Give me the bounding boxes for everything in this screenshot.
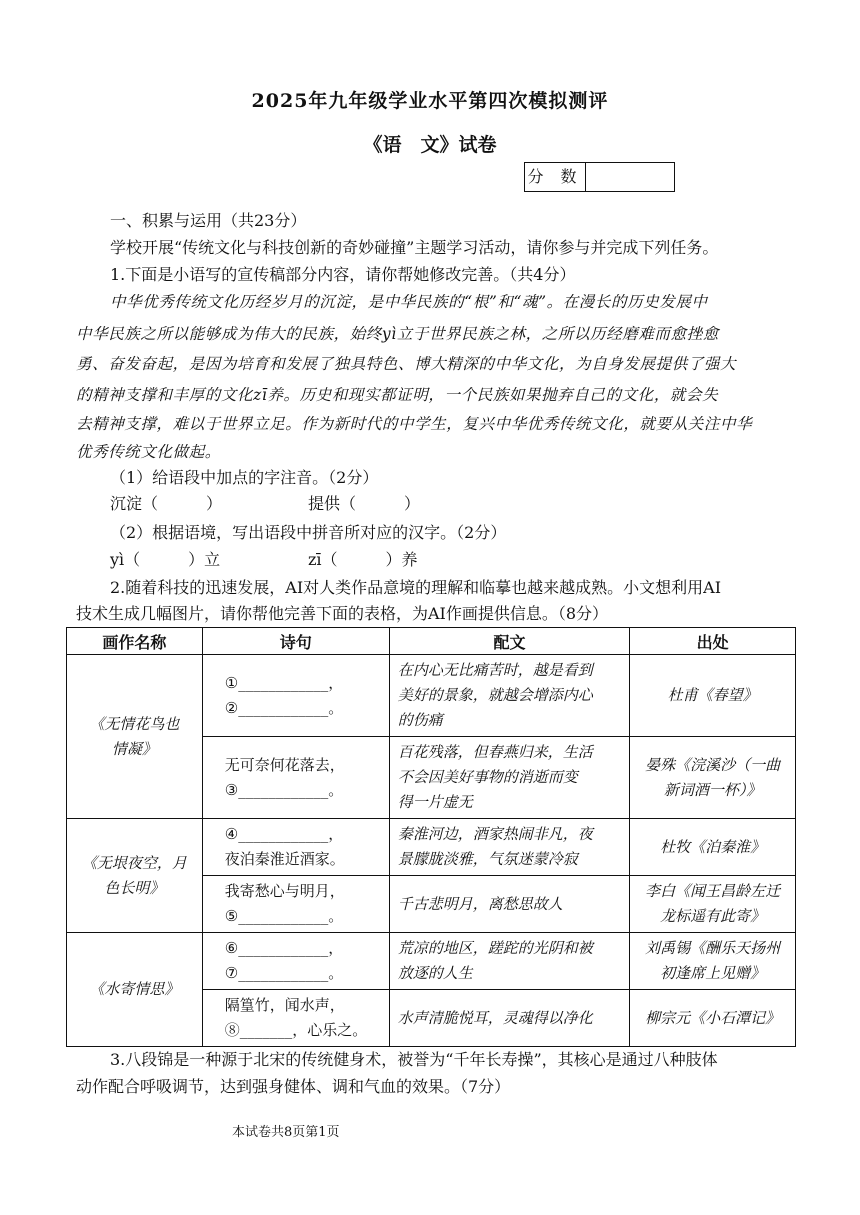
score-input-area[interactable]	[586, 163, 674, 191]
question-3-line1: 3.八段锦是一种源于北宋的传统健身术，被誉为“千年长寿操”，其核心是通过八种肢体	[110, 1050, 718, 1069]
page-footer: 本试卷共8页第1页	[232, 1125, 340, 1140]
caption-line: 秦淮河边，酒家热闹非凡，夜	[397, 825, 593, 843]
source-cell	[630, 737, 796, 819]
section-intro: 学校开展“传统文化与科技创新的奇妙碰撞”主题学习活动，请你参与并完成下列任务。	[110, 238, 719, 257]
caption-line: 美好的景象，就越会增添内心	[397, 686, 593, 704]
caption-line: 得一片虚无	[397, 793, 473, 811]
painting-name-cell	[67, 655, 203, 819]
passage-line: 中华优秀传统文化历经岁月的沉淀，是中华民族的“根”和“魂”。在漫长的历史发展中	[110, 293, 708, 311]
poem-line: 我寄愁心与明月，	[224, 882, 345, 900]
source-line: 杜牧《泊秦淮》	[660, 837, 766, 856]
poem-cell[interactable]	[202, 737, 389, 819]
caption-line: 千古悲明月，离愁思故人	[397, 894, 563, 913]
table-row	[67, 819, 796, 876]
caption-cell	[389, 933, 630, 990]
painting-name-line: 色长明》	[104, 878, 165, 897]
answer-blank-chendian[interactable]: 沉淀（ ）	[110, 494, 223, 513]
poem-line: ⑦____________。	[224, 964, 344, 982]
answer-blank-tigong[interactable]: 提供（ ）	[308, 494, 421, 513]
poem-line: 无可奈何花落去，	[224, 755, 345, 774]
passage-line: 的精神支撑和丰厚的文化zī养。历史和现实都证明，一个民族如果抛弃自己的文化，就会失	[76, 386, 719, 404]
poem-line: ⑤____________。	[224, 907, 344, 925]
poem-line: ③____________。	[224, 780, 344, 799]
section-heading: 一、积累与运用（共23分）	[110, 211, 307, 230]
score-label: 分 数	[525, 163, 586, 191]
source-line: 杜甫《春望》	[667, 686, 758, 704]
painting-name-cell	[67, 819, 203, 933]
caption-line: 水声清脆悦耳，灵魂得以净化	[397, 1008, 593, 1027]
question-1-1: （1）给语段中加点的字注音。（2分）	[110, 468, 379, 487]
exam-subtitle: 《语 文》试卷	[363, 134, 497, 156]
source-cell	[630, 933, 796, 990]
poem-line: ⑥____________，	[224, 939, 344, 957]
passage-line: 去精神支撑，难以于世界立足。作为新时代的中学生，复兴中华优秀传统文化，就要从关注中华	[76, 415, 753, 433]
passage-line: 优秀传统文化做起。	[76, 443, 221, 461]
source-cell	[630, 876, 796, 933]
question-3-line2: 动作配合呼吸调节，达到强身健体、调和气血的效果。（7分）	[76, 1077, 511, 1096]
poem-cell[interactable]	[202, 933, 389, 990]
caption-cell	[389, 876, 630, 933]
caption-cell	[389, 655, 630, 737]
source-cell	[630, 990, 796, 1047]
header-poem: 诗句	[202, 628, 389, 655]
poem-line: 隔篁竹，闻水声，	[224, 996, 345, 1014]
caption-line: 荒凉的地区，蹉跎的光阴和被	[397, 939, 593, 957]
question-2-line2: 技术生成几幅图片，请你帮他完善下面的表格，为AI作画提供信息。（8分）	[76, 604, 609, 623]
exam-title: 2025年九年级学业水平第四次模拟测评	[251, 90, 609, 112]
source-cell	[630, 819, 796, 876]
source-cell	[630, 655, 796, 737]
poem-line: ④____________，	[224, 825, 344, 843]
painting-name-line: 《无垠夜空，月	[81, 853, 187, 872]
caption-cell	[389, 990, 630, 1047]
question-2-line1: 2.随着科技的迅速发展，AI对人类作品意境的理解和临摹也越来越成熟。小文想利用AI	[110, 578, 722, 597]
poem-cell[interactable]	[202, 990, 389, 1047]
score-box	[524, 162, 675, 192]
painting-name-cell	[67, 933, 203, 1047]
source-line: 刘禹锡《酬乐天扬州	[645, 939, 781, 957]
poem-cell[interactable]	[202, 655, 389, 737]
table-row	[67, 933, 796, 990]
table-row	[67, 655, 796, 737]
source-line: 龙标遥有此寄》	[660, 907, 766, 925]
header-painting-name: 画作名称	[67, 628, 203, 655]
poem-cell[interactable]	[202, 876, 389, 933]
question-1-2: （2）根据语境，写出语段中拼音所对应的汉字。（2分）	[110, 523, 507, 542]
poem-table	[66, 627, 796, 1047]
painting-name-line: 情凝》	[111, 739, 157, 758]
answer-blank-yi[interactable]: yì（ ）立	[110, 550, 221, 569]
passage-line: 勇、奋发奋起，是因为培育和发展了独具特色、博大精深的中华文化，为自身发展提供了强大	[76, 355, 737, 373]
poem-line: 夜泊秦淮近酒家。	[224, 850, 345, 868]
source-line: 新词酒一杯）》	[663, 780, 762, 799]
source-line: 初逢席上见赠》	[660, 964, 766, 982]
question-1: 1.下面是小语写的宣传稿部分内容，请你帮她修改完善。（共4分）	[110, 265, 576, 284]
source-line: 晏殊《浣溪沙（一曲	[645, 755, 781, 774]
source-line: 李白《闻王昌龄左迁	[645, 882, 781, 900]
source-line: 柳宗元《小石潭记》	[645, 1008, 781, 1027]
caption-cell	[389, 819, 630, 876]
table-header-row	[67, 628, 796, 655]
painting-name-line: 《水寄情思》	[89, 980, 180, 998]
painting-name-line: 《无情花鸟也	[89, 714, 180, 733]
answer-blank-zi[interactable]: zī（ ）养	[308, 550, 418, 569]
caption-cell	[389, 737, 630, 819]
poem-line: ②____________。	[224, 698, 344, 717]
poem-line: ①____________，	[224, 673, 344, 692]
header-source: 出处	[630, 628, 796, 655]
caption-line: 景朦胧淡雅，气氛迷蒙冷寂	[397, 850, 578, 868]
caption-line: 的伤痛	[397, 711, 443, 729]
poem-line: ⑧_______，心乐之。	[224, 1021, 368, 1039]
header-caption: 配文	[389, 628, 630, 655]
poem-cell[interactable]	[202, 819, 389, 876]
caption-line: 百花残落，但春燕归来，生活	[397, 743, 593, 761]
caption-line: 在内心无比痛苦时，越是看到	[397, 661, 593, 679]
caption-line: 放逐的人生	[397, 964, 473, 982]
passage-line: 中华民族之所以能够成为伟大的民族，始终yì立于世界民族之林，之所以历经磨难而愈挫愈	[76, 325, 719, 343]
caption-line: 不会因美好事物的消逝而变	[397, 768, 578, 786]
